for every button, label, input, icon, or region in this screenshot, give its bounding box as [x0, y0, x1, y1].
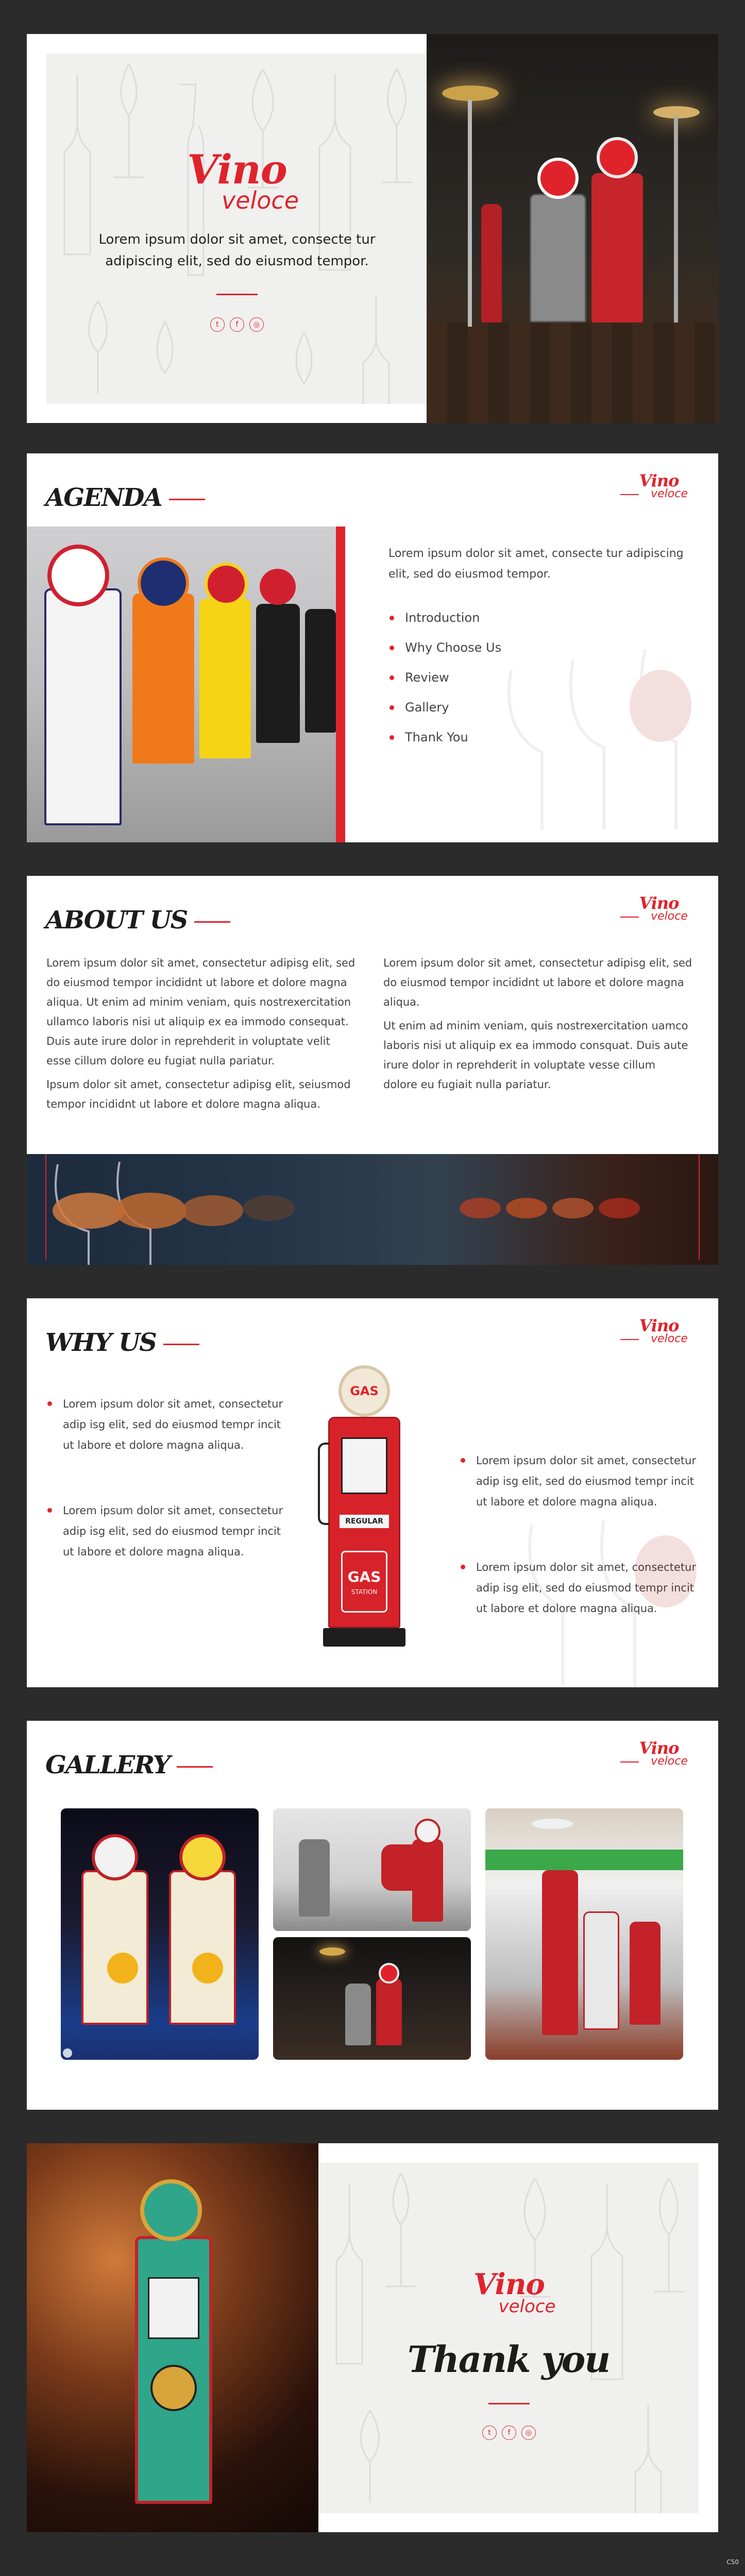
brand-word-2: veloce — [620, 911, 698, 922]
gallery-image-2[interactable] — [273, 1808, 471, 1931]
pump-gas-label: GAS — [347, 1568, 381, 1585]
why-slide — [27, 1298, 718, 1687]
about-paragraph: Ut enim ad minim veniam, quis nostrexercitation uamco laboris nisi ut aliquip ex ea immodo consquat. Duis aute irure dolor in reprehderit in voluptate vesse cillum dolore eu fugiait nulla pariatur. — [383, 1020, 688, 1091]
social-links — [473, 2426, 545, 2440]
brand-word-1: Vino — [187, 146, 287, 193]
pump-globe-label: GAS — [350, 1384, 379, 1398]
gallery-slide — [27, 1721, 718, 2110]
agenda-red-bar — [336, 527, 345, 842]
brand-word-2: veloce — [620, 1756, 698, 1767]
cover-divider — [216, 294, 258, 295]
twitter-icon[interactable]: t — [482, 2426, 497, 2440]
facebook-icon[interactable]: f — [230, 317, 244, 332]
brand-word-1: Vino — [639, 1316, 679, 1335]
gallery-play-icon[interactable] — [63, 2048, 72, 2058]
gas-pump-photo-dark — [427, 34, 718, 423]
why-point: Lorem ipsum dolor sit amet, consectetur adip isg elit, sed do eiusmod tempr incit ut labore et dolore magna aliqua. — [46, 1394, 289, 1455]
agenda-item[interactable]: Gallery — [388, 700, 501, 715]
pump-grade-label: REGULAR — [345, 1517, 383, 1526]
red-gas-pump-illustration — [313, 1365, 436, 1654]
thanks-title: Thank you — [407, 2338, 610, 2381]
cover-slide — [27, 34, 718, 423]
gallery-title: GALLERY — [45, 1751, 213, 1780]
wine-glasses-photo — [27, 1154, 718, 1265]
wine-glass-decoration — [490, 629, 717, 842]
brand-word-2: veloce — [447, 2298, 571, 2315]
agenda-title: AGENDA — [45, 483, 205, 512]
why-point: Lorem ipsum dolor sit amet, consectetur adip isg elit, sed do eiusmod tempr incit ut labore et dolore magna aliqua. — [460, 1557, 702, 1619]
brand-logo — [149, 146, 325, 214]
agenda-intro: Lorem ipsum dolor sit amet, consecte tur adipiscing elit, sed do eiusmod tempor. — [388, 547, 684, 581]
green-pump-photo — [27, 2143, 318, 2532]
brand-word-2: veloce — [620, 1333, 698, 1345]
brand-word-1: Vino — [473, 2267, 545, 2301]
gallery-image-4[interactable] — [485, 1808, 683, 2060]
why-title: WHY US — [45, 1328, 199, 1357]
brand-word-2: veloce — [620, 488, 698, 500]
about-paragraph: Ipsum dolor sit amet, consectetur adipisg elit, seiusmod tempor incididnt ut labore et dolore magna aliqua. — [46, 1078, 351, 1110]
agenda-item[interactable]: Review — [388, 670, 501, 685]
agenda-item[interactable]: Why Choose Us — [388, 640, 501, 655]
agenda-item[interactable]: Introduction — [388, 611, 501, 625]
agenda-item[interactable]: Thank You — [388, 730, 501, 744]
brand-word-1: Vino — [639, 471, 679, 490]
brand-logo-small — [620, 895, 698, 922]
why-point: Lorem ipsum dolor sit amet, consectetur adip isg elit, sed do eiusmod tempr incit ut labore et dolore magna aliqua. — [46, 1500, 289, 1562]
about-column-right — [383, 953, 692, 1094]
cover-tagline: Lorem ipsum dolor sit amet, consecte tur adipiscing elit, sed do eiusmod tempor. — [98, 232, 376, 269]
pump-station-label: STATION — [351, 1588, 378, 1596]
bottle-pattern-panel — [46, 54, 427, 404]
wine-glass-decoration — [511, 1494, 717, 1687]
gallery-image-1[interactable] — [61, 1808, 259, 2060]
gallery-image-3[interactable] — [273, 1937, 471, 2060]
brand-word-2: veloce — [149, 189, 325, 212]
brand-logo-small — [620, 473, 698, 500]
about-paragraph: Lorem ipsum dolor sit amet, consectetur adipisg elit, sed do eiusmod tempor incididnt ut labore et dolore magna aliqua. — [383, 957, 692, 1008]
brand-word-1: Vino — [639, 893, 679, 913]
why-point: Lorem ipsum dolor sit amet, consectetur adip isg elit, sed do eiusmod tempr incit ut labore et dolore magna aliqua. — [460, 1450, 702, 1512]
facebook-icon[interactable]: f — [502, 2426, 516, 2440]
thanks-divider — [488, 2403, 530, 2404]
about-slide — [27, 876, 718, 1265]
bottle-pattern-panel — [318, 2163, 699, 2513]
social-links — [201, 317, 273, 332]
brand-logo-small — [620, 1740, 698, 1767]
photo-frame-line — [45, 1154, 700, 1260]
brand-logo-small — [620, 1318, 698, 1345]
agenda-list — [388, 611, 501, 760]
vintage-pumps-photo — [27, 527, 336, 842]
thanks-slide — [27, 2143, 718, 2532]
brand-word-1: Vino — [639, 1738, 679, 1758]
about-paragraph: Lorem ipsum dolor sit amet, consectetur adipisg elit, sed do eiusmod tempor incididnt ut labore et dolore magna aliqua. Ut enim ad minim veniam, quis nostrexercitation ullamco laboris nisi ut aliquip ex ea immodo consequat. Duis aute irure dolor in reprehderit in voluptate velit esse cillum dolore eu fugiat nulla pariatur. — [46, 957, 355, 1067]
about-column-left — [46, 953, 355, 1114]
instagram-icon[interactable]: ◎ — [249, 317, 264, 332]
agenda-slide — [27, 453, 718, 842]
about-title: ABOUT US — [45, 906, 230, 935]
brand-logo — [447, 2267, 571, 2317]
page-number: C50 — [726, 2558, 739, 2566]
twitter-icon[interactable]: t — [210, 317, 225, 332]
instagram-icon[interactable]: ◎ — [521, 2426, 536, 2440]
